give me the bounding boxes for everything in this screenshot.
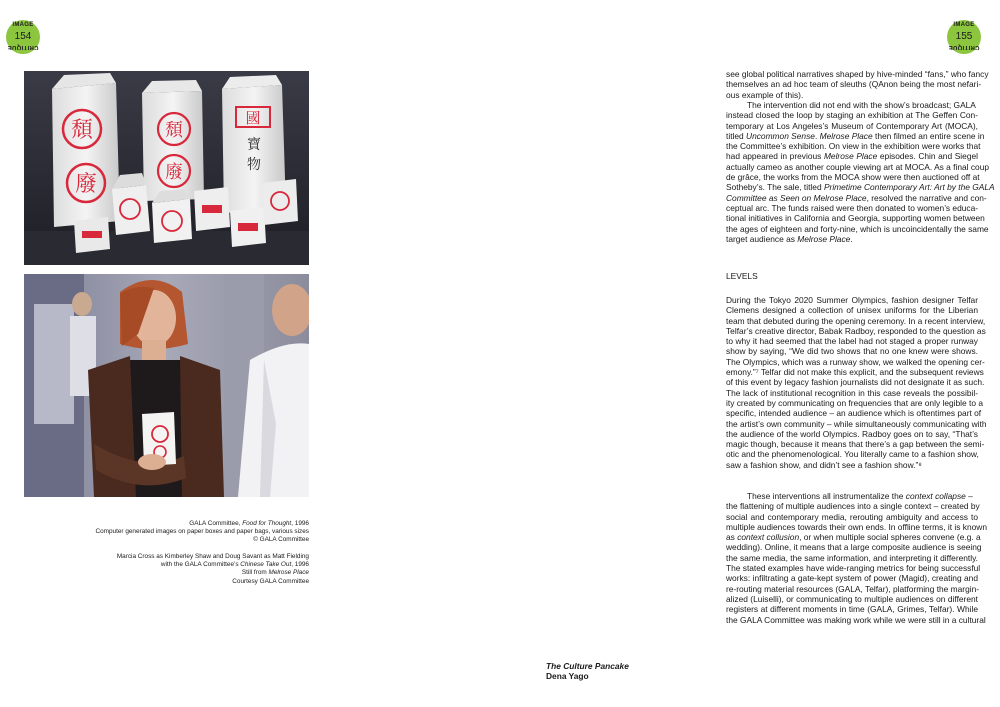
text-line: specific, intended audience – an audience which is oftentimes part of xyxy=(726,408,982,419)
text-line: themselves an ad hoc team of sleuths (QAnon being the most nefari- xyxy=(726,79,982,90)
text-run: then filmed an entire scene in xyxy=(872,130,985,141)
text-line: ity created by communicating on frequencies that are only legible to a xyxy=(726,397,983,408)
text-line: ceptual arc. The funds raised were then donated to women’s educa- xyxy=(726,202,979,213)
text-line: The intervention did not end with the show’s broadcast; GALA xyxy=(747,100,976,110)
text-line: the same media, the same information, and interpreting it differently. xyxy=(726,552,979,563)
text-line: ous example of this). xyxy=(726,89,804,100)
italic-run: context collusion xyxy=(737,532,800,543)
text-line: alized (Luiselli), or communicating to multiple audiences on different xyxy=(726,593,978,604)
svg-text:廢: 廢 xyxy=(74,172,98,197)
caption-line xyxy=(24,561,309,569)
text-run: , or when multiple social spheres convene (e.g. a xyxy=(799,532,981,543)
melrose-place-still xyxy=(24,274,309,497)
badge-bottom-label: CRITIQUE xyxy=(948,44,980,50)
text-line: otic and the phenomenological. You literally came to a fashion show, xyxy=(726,449,979,460)
section-heading: LEVELS xyxy=(726,271,758,281)
text-line: registers at different moments in time (GALA, Grimes, Telfar). While xyxy=(726,604,978,615)
paragraph-telfar xyxy=(726,295,987,470)
italic-run: context collapse xyxy=(905,491,966,501)
caption-show-title: Melrose Place xyxy=(268,569,309,577)
badge-bottom-label: CRITIQUE xyxy=(7,44,39,50)
caption-text: , 1996 xyxy=(291,520,309,527)
caption-line: © GALA Committee xyxy=(253,536,309,544)
svg-text:物: 物 xyxy=(247,157,261,173)
caption-text: Still from xyxy=(241,569,269,577)
svg-text:頹: 頹 xyxy=(165,120,183,141)
text-line: the flattening of multiple audiences into a single context – created by xyxy=(726,501,980,512)
text-run: These interventions all instrumentalize the xyxy=(747,491,906,501)
footer-author: Dena Yago xyxy=(546,671,589,682)
paper-bag-large-left xyxy=(52,73,120,227)
text-line: show by saying, “We did two shows that no one knew were shows. xyxy=(726,346,978,357)
text-line: see global political narratives shaped by hive-minded “fans,” who fancy xyxy=(726,69,989,79)
text-line: temporary at Los Angeles’s Museum of Contemporary Art (MOCA), xyxy=(726,120,978,131)
text-line: The stated examples have wide-ranging metrics for being successful xyxy=(726,563,981,574)
svg-text:寶: 寶 xyxy=(247,137,261,153)
food-for-thought-photo xyxy=(24,71,309,265)
italic-run: Melrose Place xyxy=(819,130,873,141)
text-line: The lack of institutional recognition in this case reveals the possibil- xyxy=(726,387,978,398)
text-run: , resolved the narrative and con- xyxy=(866,192,987,203)
text-line: works: infiltrating a gate-kept system of power (Magid), creating and xyxy=(726,573,978,584)
caption-text: , 1996 xyxy=(291,561,309,569)
running-footer xyxy=(546,661,629,682)
caption-melrose-still xyxy=(24,553,309,586)
text-line: the artist’s own community – while simultaneously communicating with xyxy=(726,418,987,429)
text-run: . xyxy=(814,130,820,141)
text-line xyxy=(726,532,981,543)
page-badge-left xyxy=(6,20,40,54)
paper-bag-middle xyxy=(142,80,204,201)
text-run: – xyxy=(965,491,973,501)
caption-food-for-thought xyxy=(24,520,309,545)
text-line: saw a fashion show, and didn’t see a fashion show.”⁸ xyxy=(726,459,922,470)
caption-line xyxy=(24,520,309,528)
text-run: . xyxy=(850,233,853,244)
text-line: Clemens designed a collection of unisex uniforms for the Liberian xyxy=(726,305,978,316)
text-line: tional initiatives in California and Georgia, supporting women between xyxy=(726,213,985,224)
text-run: had appeared in previous xyxy=(726,151,824,162)
text-line xyxy=(726,192,987,203)
text-line: magic though, because it means that there’s a gap between the semi- xyxy=(726,439,985,450)
text-line xyxy=(726,182,995,193)
italic-run: Committee as Seen on Melrose Place xyxy=(726,192,867,203)
caption-text: GALA Committee, xyxy=(189,520,243,527)
text-line: The Olympics, which was a runway show, we walked the opening cer- xyxy=(726,356,985,367)
text-line: instead closed the loop by staging an exhibition at The Geffen Con- xyxy=(726,110,978,121)
caption-line xyxy=(24,569,309,577)
text-line: the Committee’s exhibition. On view in the exhibition were works that xyxy=(726,141,981,152)
text-run: episodes. Chin and Siegel xyxy=(877,151,978,162)
text-line: team that debuted during the opening ceremony. In a recent interview, xyxy=(726,315,986,326)
paragraph-intervention xyxy=(726,100,995,244)
text-line: social and contemporary media, rerouting ambiguity and access to xyxy=(726,511,978,522)
text-line: wedding). Online, it means that a large composite audience is seeing xyxy=(726,542,982,553)
text-line: actually cameo as another couple viewing art at MOCA. As a final coup xyxy=(726,161,990,172)
caption-line: Computer generated images on paper boxes and paper bags, various sizes xyxy=(95,528,309,536)
page-number-left: 154 xyxy=(14,31,32,42)
text-line: of this event by legacy fashion journalists did not designate it as such. xyxy=(726,377,985,388)
text-line: re-routing material resources (GALA, Telfar), platforming the margin- xyxy=(726,583,980,594)
text-line xyxy=(726,234,978,244)
text-line: the audience of the world Olympics. Radboy goes on to say, “That’s xyxy=(726,428,978,439)
caption-artwork-title: Chinese Take Out xyxy=(240,561,292,569)
caption-artwork-title: Food for Thought xyxy=(242,520,292,527)
text-line: to why it had seemed that the label had not staged a proper runway xyxy=(726,336,978,347)
caption-text: with the GALA Committee’s xyxy=(160,561,241,569)
italic-run: Melrose Place xyxy=(823,151,878,162)
text-line: the GALA Committee was making work while we were still in a cultural xyxy=(726,614,986,625)
svg-text:廢: 廢 xyxy=(165,162,183,183)
text-line xyxy=(726,491,978,501)
italic-run: Uncommon Sense xyxy=(746,130,815,141)
text-line: Telfar’s creative director, Babak Radboy, responded to the question as xyxy=(726,325,986,336)
badge-top-label: IMAGE xyxy=(953,22,975,28)
text-run: Sotheby’s. The sale, titled xyxy=(726,182,824,193)
svg-text:頹: 頹 xyxy=(70,118,94,143)
page-number-right: 155 xyxy=(955,31,973,42)
text-line: the ages of eighteen and forty-nine, which is uncoincidentally the same xyxy=(726,223,989,234)
text-line: During the Tokyo 2020 Summer Olympics, fashion designer Telfar xyxy=(726,295,978,305)
boxes-and-bags-image xyxy=(24,71,309,265)
italic-run: Primetime Contemporary Art: Art by the GALA xyxy=(823,182,995,193)
text-line: emony.”⁷ Telfar did not make this explicit, and the subsequent reviews xyxy=(726,367,984,378)
melrose-still-image xyxy=(24,274,309,497)
text-line xyxy=(726,130,985,141)
text-line: multiple audiences towards their own ends. In offline terms, it is known xyxy=(726,521,987,532)
italic-run: Melrose Place xyxy=(797,233,851,244)
footer-essay-title: The Culture Pancake xyxy=(546,661,629,671)
text-line: de grâce, the works from the MOCA show were then auctioned off at xyxy=(726,172,980,183)
text-run: target audience as xyxy=(726,233,798,244)
caption-line: Courtesy GALA Committee xyxy=(232,577,309,585)
paragraph-context-collapse xyxy=(726,491,987,625)
text-line xyxy=(726,151,978,161)
text-run: as xyxy=(726,532,738,543)
badge-top-label: IMAGE xyxy=(12,22,34,28)
svg-text:國: 國 xyxy=(245,109,261,127)
page-badge-right xyxy=(947,20,981,54)
caption-line: Marcia Cross as Kimberley Shaw and Doug Savant as Matt Fielding xyxy=(116,553,309,560)
paragraph-continued xyxy=(726,69,989,100)
text-run: titled xyxy=(726,130,747,141)
